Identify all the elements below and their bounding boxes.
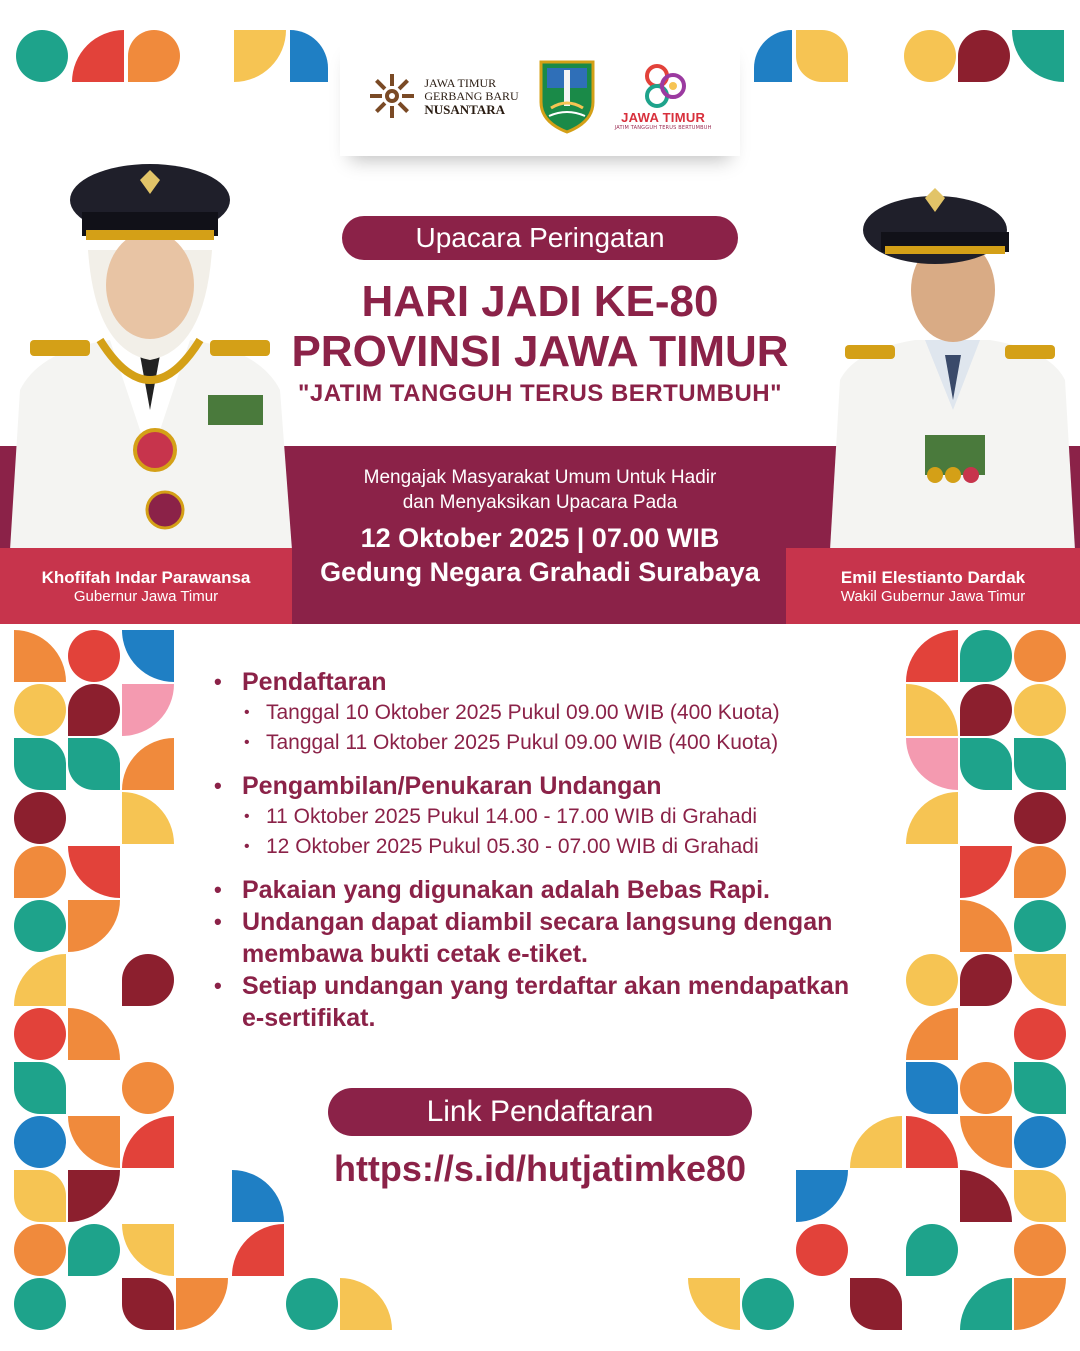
logo-bar — [340, 36, 740, 156]
governor-name-card — [0, 548, 292, 624]
event-date-time: 12 Oktober 2025 | 07.00 WIB — [360, 523, 720, 553]
info-list — [214, 666, 894, 1034]
list-item — [214, 728, 894, 758]
note-3-line1: Setiap undangan yang terdaftar akan mendapatkan — [242, 972, 850, 1000]
list-item — [214, 698, 894, 728]
invite-line1: Mengajak Masyarakat Umum Untuk Hadir — [363, 467, 717, 488]
bullet-icon: • — [244, 838, 250, 855]
note-3-line2: e-sertifikat. — [242, 1004, 376, 1032]
hut-logo-name: JAWA TIMUR — [621, 109, 706, 125]
registration-title: Pendaftaran — [242, 668, 387, 696]
gerbang-line2: GERBANG BARU — [424, 88, 519, 103]
hut-80-mark-icon — [639, 62, 687, 110]
invite-line2: dan Menyaksikan Upacara Pada — [402, 492, 678, 513]
governor-portrait — [0, 160, 300, 550]
title-line1: HARI JADI KE-80 — [361, 277, 719, 326]
note-invitation-pickup — [214, 906, 894, 970]
list-item — [214, 802, 894, 832]
pickup-heading — [214, 770, 894, 802]
pickup-title: Pengambilan/Penukaran Undangan — [242, 772, 662, 800]
bullet-icon: • — [244, 808, 250, 825]
vice-governor-role: Wakil Gubernur Jawa Timur — [840, 588, 1026, 605]
note-2-line1: Undangan dapat diambil secara langsung dengan — [242, 908, 833, 936]
gerbang-line3: NUSANTARA — [424, 101, 506, 117]
pickup-date-1: 11 Oktober 2025 Pukul 14.00 - 17.00 WIB di Grahadi — [266, 805, 758, 828]
note-dress-code — [214, 874, 894, 906]
note-2-line2: membawa bukti cetak e-tiket. — [242, 940, 588, 968]
registration-date-2: Tanggal 11 Oktober 2025 Pukul 09.00 WIB (400 Kuota) — [266, 731, 779, 754]
ceremony-pill: Upacara Peringatan — [342, 216, 738, 260]
tagline: "JATIM TANGGUH TERUS BERTUMBUH" — [297, 380, 782, 407]
registration-link-pill: Link Pendaftaran — [328, 1088, 752, 1136]
gerbang-line1: JAWA TIMUR — [424, 75, 497, 90]
registration-heading — [214, 666, 894, 698]
note-1-text: Pakaian yang digunakan adalah Bebas Rapi. — [242, 876, 770, 904]
registration-date-1: Tanggal 10 Oktober 2025 Pukul 09.00 WIB (400 Kuota) — [266, 701, 780, 724]
hut-logo-tagline: JATIM TANGGUH TERUS BERTUMBUH — [614, 124, 712, 131]
bullet-icon: • — [244, 734, 250, 751]
jawa-timur-shield-icon — [537, 58, 597, 134]
hut-jatim-80-logo — [615, 62, 712, 131]
pickup-date-2: 12 Oktober 2025 Pukul 05.30 - 07.00 WIB di Grahadi — [266, 835, 759, 858]
bullet-icon: • — [214, 669, 222, 694]
event-venue: Gedung Negara Grahadi Surabaya — [320, 557, 760, 587]
list-item — [214, 832, 894, 862]
title-line2: PROVINSI JAWA TIMUR — [291, 327, 789, 376]
bullet-icon: • — [214, 973, 222, 998]
event-details — [290, 465, 790, 589]
bullet-icon: • — [214, 773, 222, 798]
vice-governor-portrait — [825, 170, 1080, 550]
registration-url[interactable]: https://s.id/hutjatimke80 — [333, 1148, 747, 1189]
gerbang-baru-logo — [368, 72, 518, 120]
governor-role: Gubernur Jawa Timur — [73, 588, 219, 605]
vice-governor-name: Emil Elestianto Dardak — [840, 568, 1026, 587]
bullet-icon: • — [214, 909, 222, 934]
bullet-icon: • — [214, 877, 222, 902]
gerbang-emblem-icon — [368, 72, 416, 120]
note-certificate — [214, 970, 894, 1034]
governor-name: Khofifah Indar Parawansa — [41, 568, 251, 587]
gerbang-text — [424, 77, 518, 116]
bullet-icon: • — [244, 704, 250, 721]
vice-governor-name-card — [786, 548, 1080, 624]
